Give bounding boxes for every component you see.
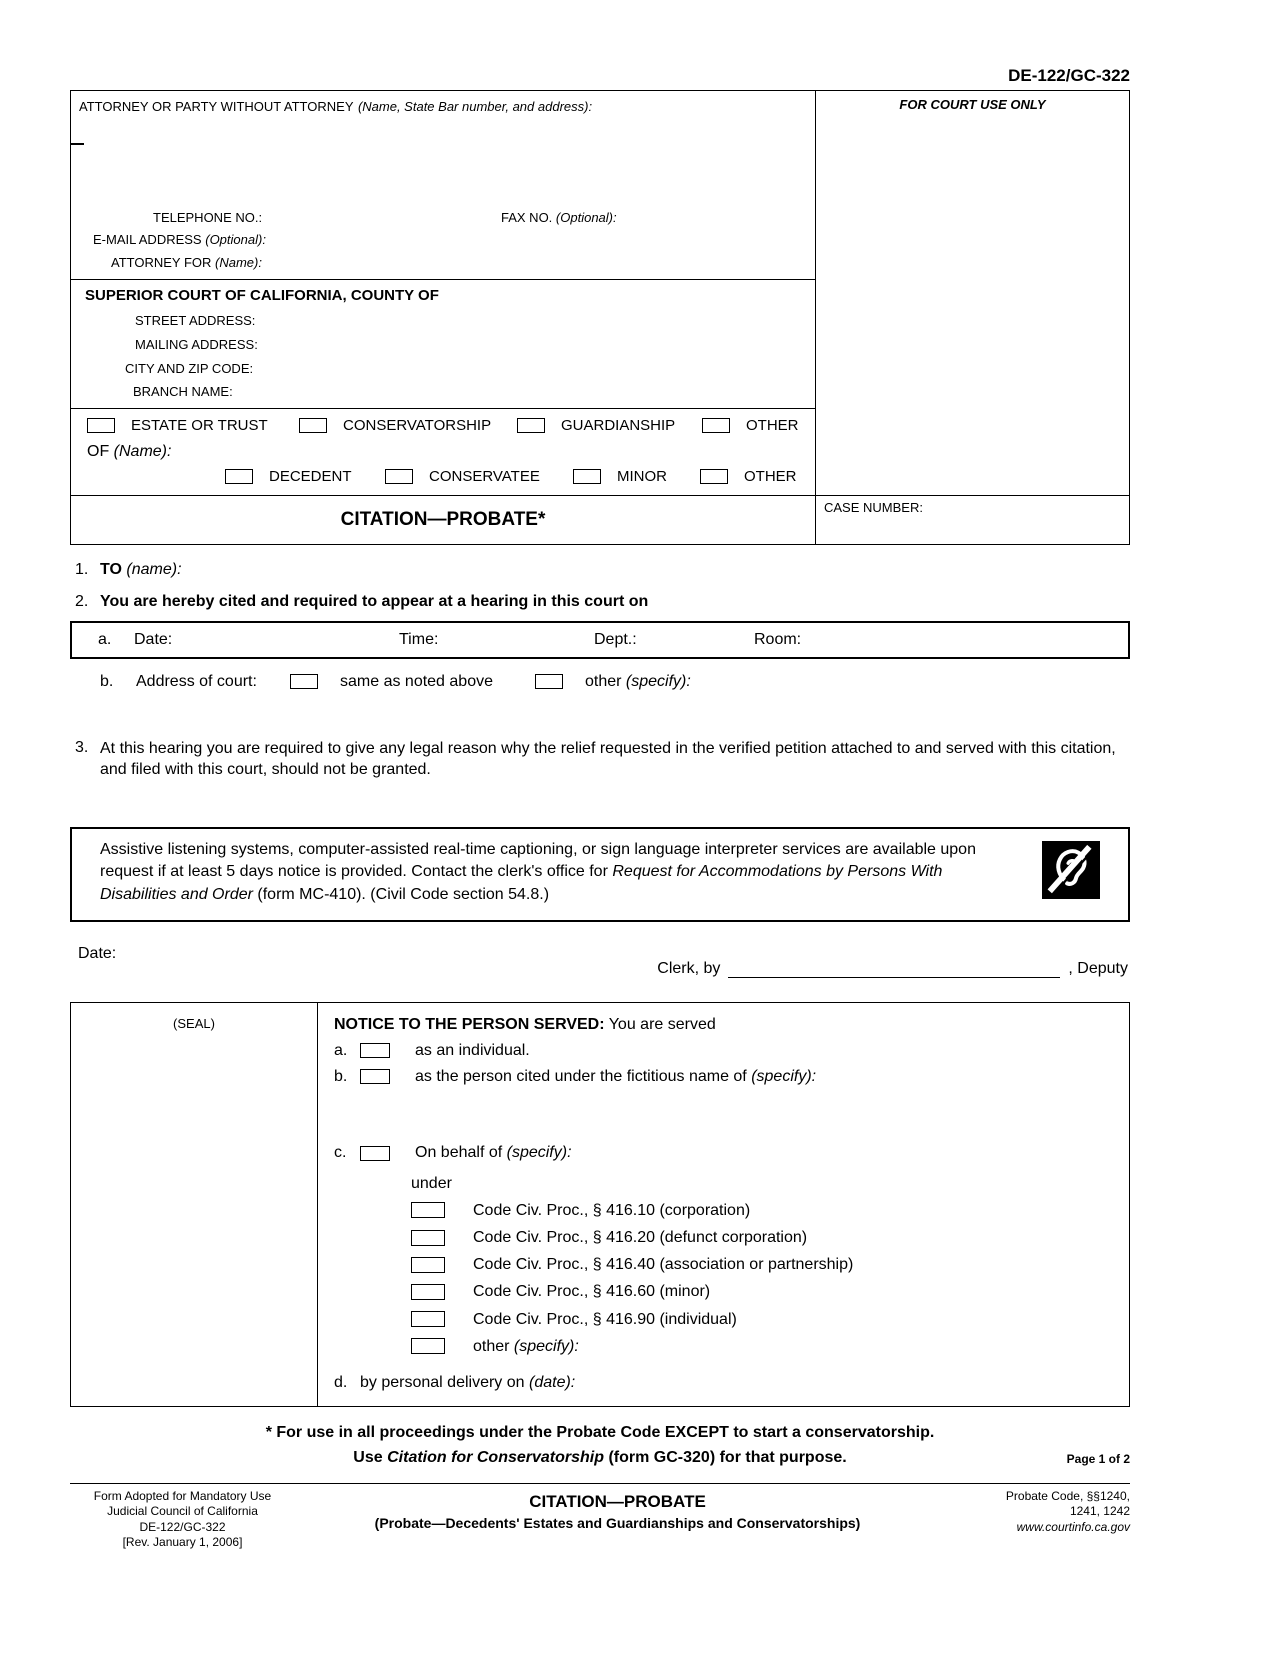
item-3-number: 3. bbox=[75, 738, 89, 756]
footer-title-block bbox=[295, 1489, 940, 1551]
footer-form-subtitle: (Probate—Decedents' Estates and Guardianships and Conservatorships) bbox=[374, 1515, 861, 1532]
code-option-individual bbox=[411, 1310, 1119, 1329]
form-number: DE-122/GC-322 bbox=[1008, 66, 1130, 85]
to-note: (name): bbox=[126, 560, 182, 578]
matter-option-estate bbox=[87, 417, 299, 435]
footnote bbox=[70, 1421, 1130, 1471]
conservatee-label: CONSERVATEE bbox=[429, 467, 540, 485]
notice-title-suffix: You are served bbox=[608, 1015, 716, 1033]
attorney-label-line bbox=[79, 97, 807, 116]
checkbox-minor[interactable] bbox=[573, 469, 601, 484]
court-title: SUPERIOR COURT OF CALIFORNIA, COUNTY OF bbox=[85, 287, 439, 305]
form-header-box bbox=[70, 90, 1130, 544]
checkbox-conservatee[interactable] bbox=[385, 469, 413, 484]
footer-left-line-4: [Rev. January 1, 2006] bbox=[122, 1535, 243, 1550]
notice-title: NOTICE TO THE PERSON SERVED: bbox=[334, 1015, 605, 1033]
served-b-text: as the person cited under the fictitious name of bbox=[415, 1068, 747, 1086]
checkbox-estate-or-trust[interactable] bbox=[87, 418, 115, 433]
ccp-other-label bbox=[473, 1337, 579, 1356]
served-a-letter: a. bbox=[334, 1042, 348, 1060]
ccp-416-60-label: Code Civ. Proc., § 416.60 (minor) bbox=[473, 1283, 711, 1301]
served-option-a bbox=[334, 1041, 1119, 1060]
footer-adoption-block bbox=[70, 1489, 295, 1551]
attorney-label-note: (Name, State Bar number, and address): bbox=[357, 99, 593, 115]
checkbox-other-address[interactable] bbox=[535, 674, 563, 689]
checkbox-ccp-416-10[interactable] bbox=[411, 1202, 445, 1218]
of-note: (Name): bbox=[113, 442, 172, 460]
hearing-room-field[interactable]: Room: bbox=[754, 631, 802, 649]
seal-label: (SEAL) bbox=[173, 1015, 215, 1031]
item-3-reason bbox=[70, 738, 1130, 781]
court-use-column bbox=[816, 91, 1129, 495]
conservatorship-label: CONSERVATORSHIP bbox=[343, 416, 492, 434]
attorney-for-label: ATTORNEY FOR bbox=[111, 254, 212, 270]
footnote-text-1: For use in all proceedings under the Probate Code EXCEPT to start a conservatorship. bbox=[276, 1424, 935, 1442]
footer-right-line-1: Probate Code, §§1240, bbox=[1005, 1488, 1130, 1503]
item-3-text: At this hearing you are required to give any legal reason why the relief requested in the verified petition attached to and served with this citation, and filed with this court, should not be granted. bbox=[100, 739, 1116, 779]
address-letter: b. bbox=[100, 673, 114, 691]
hearing-dept-field[interactable]: Dept.: bbox=[594, 631, 637, 649]
seal-area bbox=[71, 1003, 318, 1406]
footnote-star: * bbox=[265, 1424, 272, 1442]
checkbox-served-fictitious-name[interactable] bbox=[360, 1069, 390, 1084]
address-of-court-label: Address of court: bbox=[136, 673, 257, 691]
deputy-label: , Deputy bbox=[1068, 959, 1128, 977]
code-option-association bbox=[411, 1255, 1119, 1274]
fax-label: FAX NO. bbox=[501, 209, 553, 225]
footnote-text-2a: Use bbox=[353, 1448, 383, 1466]
footnote-text-2c: (form GC-320) for that purpose. bbox=[608, 1448, 847, 1466]
footnote-line-1 bbox=[70, 1421, 1130, 1446]
person-type-row bbox=[79, 468, 807, 486]
checkbox-ccp-416-20[interactable] bbox=[411, 1230, 445, 1246]
code-option-defunct-corporation bbox=[411, 1228, 1119, 1247]
city-zip-label: CITY AND ZIP CODE: bbox=[125, 360, 254, 376]
guardianship-label: GUARDIANSHIP bbox=[561, 416, 676, 434]
served-d-letter: d. bbox=[334, 1373, 348, 1391]
of-label: OF bbox=[87, 442, 110, 460]
fax-label-group bbox=[501, 210, 617, 226]
ada-text-italic: Request for Accommodations by Persons With Disabilities and Order bbox=[100, 863, 943, 904]
ccp-416-10-label: Code Civ. Proc., § 416.10 (corporation) bbox=[473, 1201, 751, 1219]
street-address-label: STREET ADDRESS: bbox=[135, 313, 256, 329]
matter-type-section bbox=[71, 408, 815, 495]
code-option-minor bbox=[411, 1282, 1119, 1301]
checkbox-guardianship[interactable] bbox=[517, 418, 545, 433]
page-indicator: Page 1 of 2 bbox=[1066, 1452, 1130, 1467]
checkbox-served-on-behalf[interactable] bbox=[360, 1146, 390, 1161]
attorney-label: ATTORNEY OR PARTY WITHOUT ATTORNEY bbox=[79, 99, 354, 115]
served-option-d bbox=[334, 1373, 1119, 1392]
attorney-for-note: (Name): bbox=[215, 254, 262, 270]
person-option-minor bbox=[573, 468, 700, 486]
email-note: (Optional): bbox=[205, 232, 266, 248]
notice-content bbox=[318, 1003, 1129, 1406]
citation-probate-form-page bbox=[70, 0, 1130, 1551]
estate-or-trust-label: ESTATE OR TRUST bbox=[131, 416, 268, 434]
checkbox-ccp-other[interactable] bbox=[411, 1338, 445, 1354]
checkbox-same-address[interactable] bbox=[290, 674, 318, 689]
deaf-symbol-icon bbox=[1042, 841, 1100, 899]
footer-left-line-3: DE-122/GC-322 bbox=[139, 1519, 226, 1534]
phone-fax-row bbox=[79, 210, 807, 226]
checkbox-decedent[interactable] bbox=[225, 469, 253, 484]
item-2-text: You are hereby cited and required to appear at a hearing in this court on bbox=[100, 592, 649, 610]
footer-left-line-2: Judicial Council of California bbox=[107, 1504, 258, 1519]
same-address-label: same as noted above bbox=[340, 673, 493, 691]
item-2-number: 2. bbox=[75, 592, 89, 610]
code-option-other bbox=[411, 1337, 1119, 1356]
attorney-address-field[interactable] bbox=[79, 145, 807, 210]
for-court-use-only-label: FOR COURT USE ONLY bbox=[899, 97, 1046, 113]
checkbox-ccp-416-40[interactable] bbox=[411, 1257, 445, 1273]
person-option-decedent bbox=[225, 468, 385, 486]
ccp-other-note: (specify): bbox=[513, 1337, 579, 1355]
fictitious-name-field[interactable] bbox=[334, 1086, 1119, 1136]
checkbox-matter-other[interactable] bbox=[702, 418, 730, 433]
mailing-address-label: MAILING ADDRESS: bbox=[135, 336, 258, 352]
item-2-cited bbox=[70, 592, 1130, 611]
hearing-letter: a. bbox=[98, 631, 112, 649]
served-b-note: (specify): bbox=[751, 1068, 817, 1086]
attorney-for-row bbox=[79, 255, 807, 271]
checkbox-ccp-416-60[interactable] bbox=[411, 1284, 445, 1300]
ccp-416-40-label: Code Civ. Proc., § 416.40 (association or partnership) bbox=[473, 1256, 854, 1274]
served-c-note: (specify): bbox=[506, 1144, 572, 1162]
hearing-time-field[interactable]: Time: bbox=[399, 631, 439, 649]
hearing-date-field[interactable]: Date: bbox=[134, 631, 173, 649]
footer-code-block bbox=[940, 1489, 1130, 1551]
ada-text-part1: Assistive listening systems, computer-assisted real-time captioning, or sign language interpreter services are available upon request if at least 5 days notice is provided. Contact the clerk's office for bbox=[100, 840, 976, 881]
signature-row bbox=[70, 944, 1130, 990]
other-address-note: (specify): bbox=[625, 673, 691, 691]
item-1-number: 1. bbox=[75, 560, 89, 578]
under-label: under bbox=[411, 1174, 452, 1192]
served-d-note: (date): bbox=[529, 1373, 576, 1391]
signature-date-label: Date: bbox=[78, 944, 117, 962]
checkbox-ccp-416-90[interactable] bbox=[411, 1311, 445, 1327]
form-title: CITATION—PROBATE* bbox=[71, 496, 816, 544]
clerk-signature-group bbox=[657, 959, 1128, 978]
header-top bbox=[71, 91, 1129, 495]
court-address-row bbox=[70, 672, 1130, 691]
minor-label: MINOR bbox=[617, 467, 667, 485]
footer-left-line-1: Form Adopted for Mandatory Use bbox=[93, 1488, 272, 1503]
served-c-label bbox=[415, 1143, 572, 1162]
case-number-field[interactable] bbox=[816, 496, 1129, 544]
form-footer bbox=[70, 1483, 1130, 1551]
matter-other-label: OTHER bbox=[746, 416, 799, 434]
hearing-details-box bbox=[70, 621, 1130, 659]
served-option-c bbox=[334, 1143, 1119, 1162]
served-c-letter: c. bbox=[334, 1144, 347, 1162]
served-b-label bbox=[415, 1067, 816, 1086]
matter-option-other bbox=[702, 417, 799, 435]
to-label: TO bbox=[100, 560, 122, 578]
served-option-b bbox=[334, 1067, 1119, 1086]
header-title-row bbox=[71, 495, 1129, 544]
clerk-signature-line[interactable] bbox=[728, 961, 1060, 978]
served-c-text: On behalf of bbox=[415, 1144, 503, 1162]
other-address-word: other bbox=[585, 673, 622, 691]
checkbox-person-other[interactable] bbox=[700, 469, 728, 484]
item-1-to bbox=[70, 560, 1130, 579]
item-1-text bbox=[100, 560, 182, 579]
notice-to-person-served-box bbox=[70, 1002, 1130, 1407]
assistive-listening-notice-box bbox=[70, 827, 1130, 922]
ccp-416-20-label: Code Civ. Proc., § 416.20 (defunct corporation) bbox=[473, 1228, 808, 1246]
decedent-label: DECEDENT bbox=[269, 467, 352, 485]
checkbox-conservatorship[interactable] bbox=[299, 418, 327, 433]
notice-title-line bbox=[334, 1015, 1119, 1034]
footer-form-title: CITATION—PROBATE bbox=[529, 1491, 706, 1511]
footnote-line-2 bbox=[70, 1446, 1130, 1471]
case-number-label: CASE NUMBER: bbox=[824, 499, 923, 515]
served-b-letter: b. bbox=[334, 1068, 348, 1086]
footer-right-line-2: 1241, 1242 bbox=[1069, 1504, 1130, 1519]
served-d-label bbox=[360, 1373, 575, 1392]
ccp-other-word: other bbox=[473, 1337, 510, 1355]
code-option-corporation bbox=[411, 1201, 1119, 1220]
matter-option-guardianship bbox=[517, 417, 702, 435]
person-other-label: OTHER bbox=[744, 467, 797, 485]
served-d-text: by personal delivery on bbox=[360, 1373, 525, 1391]
attorney-section bbox=[71, 91, 815, 279]
person-option-other bbox=[700, 468, 797, 486]
email-label: E-MAIL ADDRESS bbox=[93, 232, 202, 248]
other-address-label bbox=[585, 672, 691, 691]
court-section bbox=[71, 279, 815, 407]
of-name-row bbox=[79, 442, 807, 461]
branch-name-label: BRANCH NAME: bbox=[133, 384, 233, 400]
ccp-416-90-label: Code Civ. Proc., § 416.90 (individual) bbox=[473, 1310, 737, 1328]
matter-option-conservatorship bbox=[299, 417, 517, 435]
footnote-text-2b: Citation for Conservatorship bbox=[387, 1448, 605, 1466]
clerk-by-label: Clerk, by bbox=[657, 959, 721, 977]
checkbox-served-individual[interactable] bbox=[360, 1043, 390, 1058]
fax-note: (Optional): bbox=[555, 209, 617, 225]
header-left-column bbox=[71, 91, 816, 495]
telephone-label: TELEPHONE NO.: bbox=[153, 209, 263, 225]
served-a-label: as an individual. bbox=[415, 1042, 530, 1060]
footer-courtinfo-link[interactable]: www.courtinfo.ca.gov bbox=[1016, 1519, 1130, 1534]
matter-type-row bbox=[79, 417, 807, 435]
email-row bbox=[79, 232, 807, 248]
ada-text-part2: (form MC-410). (Civil Code section 54.8.) bbox=[257, 886, 550, 904]
person-option-conservatee bbox=[385, 468, 573, 486]
